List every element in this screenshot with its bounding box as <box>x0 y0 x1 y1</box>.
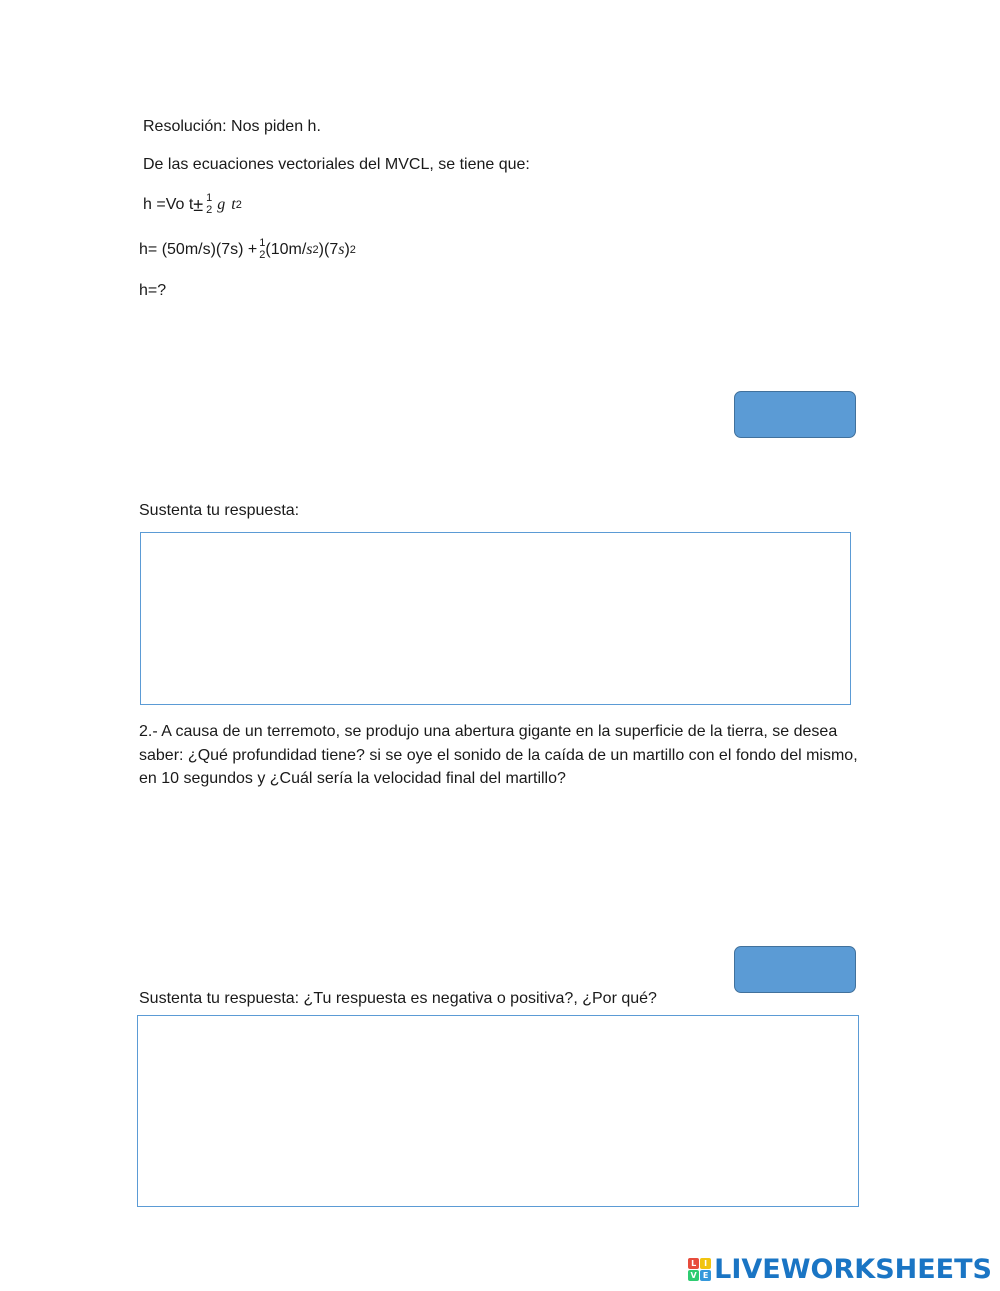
sustenta-textbox-1[interactable] <box>140 532 851 705</box>
fraction-denominator: 2 <box>206 204 213 216</box>
fraction2-denominator: 2 <box>259 249 266 261</box>
logo-icon <box>688 1258 711 1281</box>
formula2-part1: (10m/ <box>265 241 307 258</box>
gravity-symbol: g <box>217 196 226 213</box>
formula2-s: s <box>306 241 313 258</box>
formula2-part2: )(7 <box>318 241 339 258</box>
logo-text: LIVEWORKSHEETS <box>714 1254 992 1285</box>
time-symbol: t <box>231 196 236 213</box>
formula-prefix: h =Vo t <box>143 196 194 213</box>
liveworksheets-logo <box>688 1256 992 1283</box>
resolucion-text: Resolución: Nos piden h. <box>143 118 321 135</box>
fraction-half <box>206 193 212 216</box>
formula-substituted: h= (50m/s)(7s) + 1 2 (10m/ s 2 )(7 s ) 2 <box>139 237 356 261</box>
sustenta-label-2: Sustenta tu respuesta: ¿Tu respuesta es negativa o positiva?, ¿Por qué? <box>139 990 657 1007</box>
fraction2-numerator: 1 <box>259 237 266 250</box>
fraction-numerator: 1 <box>206 192 213 205</box>
logo-letter-e: E <box>700 1270 711 1281</box>
question-2: 2.- A causa de un terremoto, se produjo una abertura gigante en la superficie de la tierra, se desea saber: ¿Qué profundidad tiene? si se oye el sonido de la caída de un martillo con el fondo del mismo, en 10 segundos y ¿Cuál sería la velocidad final del martillo? <box>139 723 858 787</box>
formula2-prefix: h= (50m/s)(7s) + <box>139 241 258 258</box>
formula-general: h =Vo t ± 1 2 g t 2 <box>143 192 242 216</box>
answer-input-1[interactable] <box>734 391 856 438</box>
logo-letter-i: I <box>700 1258 711 1269</box>
answer-input-2[interactable] <box>734 946 856 993</box>
plus-minus-symbol: ± <box>193 195 204 215</box>
logo-letter-v: V <box>688 1270 699 1281</box>
sustenta-textbox-2[interactable] <box>137 1015 859 1207</box>
logo-letter-l: L <box>688 1258 699 1269</box>
ecuaciones-text: De las ecuaciones vectoriales del MVCL, se tiene que: <box>143 156 530 173</box>
formula2-part3: ) <box>344 241 350 258</box>
sustenta-label-1: Sustenta tu respuesta: <box>139 502 300 519</box>
formula2-s2: s <box>338 241 345 258</box>
h-unknown-text: h=? <box>139 282 167 299</box>
